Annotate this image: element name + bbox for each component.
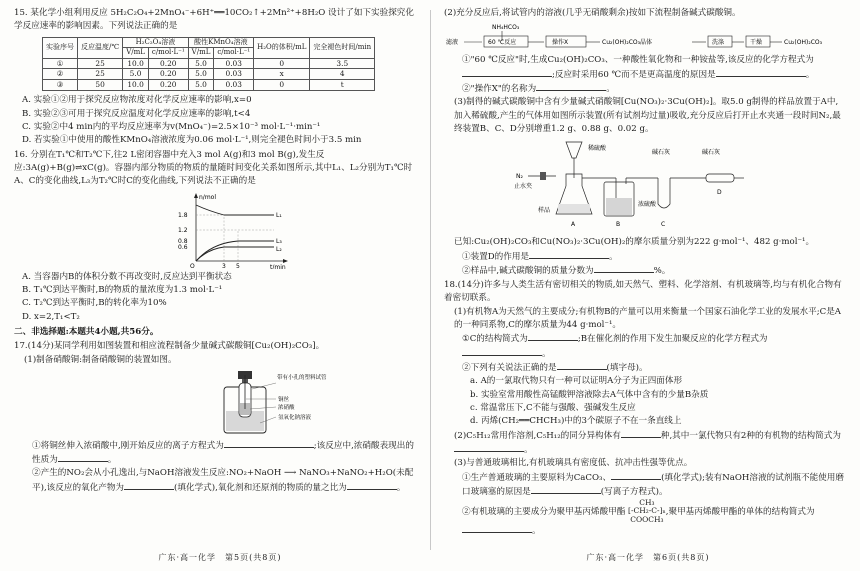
q17-3-b [444, 264, 846, 278]
answer-blank[interactable] [454, 443, 524, 452]
left-column [14, 6, 416, 554]
answer-blank[interactable] [224, 439, 314, 448]
answer-blank[interactable] [124, 481, 174, 490]
q17-1-2: ②产生的NO₂会从小孔逸出,与NaOH溶液发生反应:NO₂+NaOH ⟶ NaNO₃+NaNO₂+H₂O(未配平),该反应的氧化产物为 (填化学式),氧化剂和还原剂的物质的量之比为 。 [32, 468, 414, 493]
q16-stem: 16. 分别在T₁℃和T₂℃下,往2 L密闭容器中充入3 mol A(g)和3 mol B(g),发生反应:3A(g)+B(g)⇌xC(g)。容器内部分物质的物质的量随时间变化关系如图所示,其中L₁、L₂分别为T₁℃时A、C的变化曲线,L₃为T₂℃时C的变化曲线,下列说法不正确的是 [14, 149, 413, 187]
answer-blank[interactable] [347, 481, 397, 490]
q17-2-a-text: ①"60 ℃反应"时,生成Cu₂(OH)₂CO₃、一种酸性氧化物和一种铵盐等,该反应的化学方程式为 [462, 55, 814, 66]
q18-p3b: ②有机玻璃的主要成分为聚甲基丙烯酸甲酯 CH₃ [-CH₂-C-]ₙ COOCH₃ ,聚甲基丙烯酸甲酯的单体的结构简式为。 [462, 498, 815, 536]
q18-p1b-text: ②下列有关说法正确的是 [462, 363, 557, 373]
answer-blank[interactable] [462, 347, 542, 356]
cell: 0.20 [148, 80, 188, 91]
footer-page-6: 广东·高一化学 第6页(共8页) [586, 553, 710, 562]
cell: 25 [78, 69, 123, 80]
label-b: B [616, 221, 621, 229]
q18-p3b-text: ②有机玻璃的主要成分为聚甲基丙烯酸甲酯 [462, 507, 626, 517]
label-n2: N₂ [516, 173, 523, 181]
q18-p3a [444, 471, 846, 500]
cell: ① [43, 58, 78, 69]
flow-step-7: Cu₂(OH)₂CO₃ [784, 39, 823, 47]
q18-p2-text-b: 种,其中一氯代物只有2种的有机物的结构简式为 [660, 430, 841, 441]
cell: x [254, 69, 310, 80]
flow-step-3: 操作X [552, 39, 569, 47]
q15-option-b: B. 实验②③可用于探究反应温度对化学反应速率的影响,t<4 [22, 108, 251, 119]
graph-xlabel: t/min [270, 263, 286, 269]
cell: 3.5 [310, 58, 375, 69]
q16-graph [174, 191, 294, 269]
flow-step-1: 滤液 [446, 39, 459, 47]
q17-2-stem: (2)充分反应后,将试管内的溶液(几乎无硝酸剩余)按如下流程制备碱式碳酸铜。 [444, 8, 741, 18]
answer-blank[interactable] [611, 471, 661, 480]
cell: 10.0 [123, 58, 149, 69]
q18-p3b-text-b: ,聚甲基丙烯酸甲酯的单体的结构简式为 [665, 507, 815, 517]
cell: 0.03 [214, 58, 254, 69]
tick-1-2: 1.2 [178, 226, 188, 234]
curve-l3 [196, 241, 274, 261]
answer-blank[interactable] [536, 82, 606, 91]
q17-3-a-text: ①装置D的作用是 [462, 251, 530, 262]
q18-p3a-text-c: (写离子方程式)。 [600, 486, 668, 497]
answer-blank[interactable] [557, 361, 607, 370]
graph-ylabel: n/mol [199, 193, 217, 201]
table-row [43, 69, 375, 80]
flow-step-6: 干燥 [750, 39, 763, 47]
th-time: 完全褪色时间/min [310, 37, 375, 58]
th-kmno4: 酸性KMnO₄溶液 [188, 37, 253, 47]
tick-1-8: 1.8 [178, 211, 188, 219]
column-divider [430, 10, 431, 550]
th-temp: 反应温度/℃ [78, 37, 123, 58]
label-l2: L₂ [276, 245, 282, 253]
flow-step-5: 洗涤 [712, 39, 725, 47]
label-clamp: 止水夹 [514, 183, 533, 191]
polymer-structure [628, 499, 666, 524]
flow-step-4: Cu₂(OH)₂CO₃晶体 [602, 39, 653, 47]
q16-option-c: C. T₂℃到达平衡时,B的转化率为10% [22, 298, 167, 309]
label-plastic-tube: 带有小孔的塑料试管 [277, 374, 327, 381]
q17-2-b-text: ②"操作X"的名称为 [462, 83, 537, 94]
th-c2: c/mol·L⁻¹ [214, 48, 254, 58]
graph-origin: O [190, 262, 195, 269]
q15-option-c: C. 实验②中4 min内的平均反应速率为v(MnO₄⁻)=2.5×10⁻³ mol·L⁻¹·min⁻¹ [22, 122, 321, 133]
answer-blank[interactable] [58, 453, 108, 462]
q15-stem: 15. 某化学小组利用反应 5H₂C₂O₄+2MnO₄⁻+6H⁺══10CO₂↑+2Mn²⁺+8H₂O 设计了如下实验探究化学反应速率的影响因素。下列说法正确的是 [14, 8, 414, 32]
curve-l2 [196, 247, 274, 261]
q18-p2-text: (2)C₅H₁₂常用作溶剂,C₅H₁₂的同分异构体有 [454, 430, 621, 441]
flowchart-svg [444, 22, 844, 52]
cell: ② [43, 69, 78, 80]
q18-p1a-text: ①C的结构简式为 [462, 334, 528, 345]
label-a: A [571, 221, 576, 229]
q17-1-1-text: ①将铜丝伸入浓硝酸中,刚开始反应的离子方程式为 [32, 440, 224, 451]
label-conc-h2so4: 浓硫酸 [638, 201, 657, 209]
label-naoh: 氢氧化钠溶液 [278, 414, 312, 421]
cell: 5.0 [188, 69, 214, 80]
label-soda-lime-d: 碱石灰 [702, 149, 721, 157]
q17-stem: 17.(14分)某同学利用如图装置和相应流程制备少量碱式碳酸铜[Cu₂(OH)₂CO₃]。 [14, 341, 325, 352]
label-sample: 样品 [538, 207, 551, 215]
q16-option-a: A. 当容器内B的体积分数不再改变时,反应达到平衡状态 [22, 271, 232, 282]
apparatus-svg [214, 369, 354, 437]
section-heading: 二、非选择题:本题共4小题,共56分。 [14, 326, 159, 337]
q17-1-2-text-b: (填化学式),氧化剂和还原剂的物质的量之比为 [174, 482, 347, 493]
cell: 0.20 [148, 69, 188, 80]
answer-blank[interactable] [462, 68, 552, 77]
q18-opt-b: b. 实验室常用酸性高锰酸钾溶液除去A气体中含有的少量B杂质 [470, 389, 709, 400]
q17-flowchart [444, 22, 844, 52]
q18-p2: (2)C₅H₁₂常用作溶剂,C₅H₁₂的同分异构体有 种,其中一氯代物只有2种的有机物的结构简式为。 [454, 430, 841, 455]
q18-p3a-text: ①生产普通玻璃的主要原料为CaCO₃、 [462, 472, 612, 483]
tick-0-8: 0.8 [178, 237, 188, 245]
answer-blank[interactable] [462, 524, 532, 533]
answer-blank[interactable] [716, 68, 806, 77]
q18-p3: (3)与普通玻璃相比,有机玻璃具有密度低、抗冲击性强等优点。 [454, 458, 693, 469]
label-conc-hno3: 浓硝酸 [278, 404, 295, 411]
th-c1: c/mol·L⁻¹ [148, 48, 188, 58]
q17-3-b-text: ②样品中,碱式碳酸铜的质量分数为 [462, 265, 594, 276]
label-d: D [717, 189, 722, 197]
answer-blank[interactable] [528, 332, 578, 341]
q17-3-stem: (3)制得的碱式碳酸铜中含有少量碱式硝酸铜[Cu(NO₃)₂·3Cu(OH)₂]。取5.0 g制得的样品放置于A中,加入稀硫酸,产生的气体用如图所示装置(所有试剂均过量)吸收,充分反应后打开止水夹通一段时间N₂,最终装置B、C、D分别增重1.2 g、0.88 g、0.02 g。 [454, 97, 841, 134]
q18-stem: 18.(14分)许多与人类生活有密切相关的物质,如天然气、塑料、化学溶剂、有机玻璃等,均与有机化合物有着密切联系。 [444, 280, 842, 304]
th-seq: 实验序号 [43, 37, 78, 58]
label-dilute-h2so4: 稀硫酸 [588, 145, 607, 153]
q17-1-2-text: ②产生的NO₂会从小孔逸出,与NaOH溶液发生反应:NO₂+NaOH ⟶ NaNO₃+NaNO₂+H₂O(未配平),该反应的氧化产物为 [32, 468, 414, 493]
label-l3: L₃ [276, 237, 282, 245]
cell: 25 [78, 58, 123, 69]
cell: 0 [254, 80, 310, 91]
q18-p1a-text-b: ;B在催化剂的作用下发生加聚反应的化学方程式为 [577, 334, 768, 345]
polymer-top: CH₃ [639, 498, 655, 508]
label-l1: L₁ [276, 211, 282, 219]
tick-5: 5 [236, 262, 240, 269]
th-h2c2o4: H₂C₂O₄溶液 [123, 37, 188, 47]
label-copper-wire: 铜丝 [278, 396, 290, 403]
cell: 50 [78, 80, 123, 91]
label-soda-lime-c: 碱石灰 [652, 149, 671, 157]
q17-apparatus [214, 369, 354, 437]
cell: t [310, 80, 375, 91]
q17-2-a: ①"60 ℃反应"时,生成Cu₂(OH)₂CO₃、一种酸性氧化物和一种铵盐等,该反应的化学方程式为;反应时采用60 ℃而不是更高温度的原因是 。 [462, 55, 815, 80]
tick-3: 3 [222, 262, 226, 269]
th-water: H₂O的体积/mL [254, 37, 310, 58]
absorption-apparatus-svg [444, 138, 844, 234]
right-column [444, 6, 846, 554]
q18-p1b-text-b: (填字母)。 [606, 363, 648, 373]
cell: 5.0 [123, 69, 149, 80]
cell: 10.0 [123, 80, 149, 91]
q18-p1b [444, 361, 846, 375]
answer-blank[interactable] [531, 485, 601, 494]
table-row [43, 58, 375, 69]
q16-option-d: D. x=2,T₁<T₂ [22, 311, 80, 322]
q17-sub1: (1)制备硝酸铜:制备硝酸铜的装置如图。 [24, 354, 177, 365]
answer-blank[interactable] [529, 250, 609, 259]
q17-3-a: ①装置D的作用是 。 [462, 251, 618, 262]
q16-option-b: B. T₁℃到达平衡时,B的物质的量浓度为1.3 mol·L⁻¹ [22, 284, 223, 295]
q18-opt-a: a. A的一氯取代物只有一种可以证明A分子为正四面体形 [470, 376, 683, 387]
cell: 0.03 [214, 80, 254, 91]
q18-p1: (1)有机物A为天然气的主要成分;有机物B的产量可以用来衡量一个国家石油化学工业的发展水平;C是A的一种同系物,C的摩尔质量为44 g·mol⁻¹。 [454, 306, 842, 331]
answer-blank[interactable] [621, 429, 661, 438]
answer-blank[interactable] [594, 264, 654, 273]
q18-p3a-text-b: (填化学式);装有NaOH溶液的试剂瓶不能使用磨口玻璃塞的原因是 [462, 472, 844, 497]
q15-option-a: A. 实验①②用于探究反应物浓度对化学反应速率的影响,x=0 [22, 95, 252, 106]
q17-2-b: ②"操作X"的名称为 。 [462, 83, 615, 94]
th-v2: V/mL [188, 48, 214, 58]
table-row [43, 80, 375, 91]
q15-option-d: D. 若实验①中使用的酸性KMnO₄溶液浓度为0.06 mol·L⁻¹,则完全褪色时间小于3.5 min [22, 135, 362, 146]
tick-0-6: 0.6 [178, 243, 188, 251]
polymer-mid: [-CH₂-C-]ₙ [628, 506, 666, 516]
q18-p1a: ①C的结构简式为 ;B在催化剂的作用下发生加聚反应的化学方程式为。 [462, 334, 768, 359]
cell: 5.0 [188, 58, 214, 69]
polymer-bot: COOCH₃ [630, 514, 664, 524]
flow-step-2: 60 ℃反应 [488, 39, 517, 47]
q17-3-mass: 已知:Cu₂(OH)₂CO₃和Cu(NO₃)₂·3Cu(OH)₂的摩尔质量分别为222 g·mol⁻¹、482 g·mol⁻¹。 [454, 237, 815, 248]
label-c: C [661, 221, 666, 229]
q17-3-b-unit: %。 [653, 265, 671, 276]
q17-3-apparatus [444, 138, 844, 234]
cell: ③ [43, 80, 78, 91]
cell: 0.20 [148, 58, 188, 69]
th-v1: V/mL [123, 48, 149, 58]
q18-opt-c: c. 常温常压下,C不能与强酸、强碱发生反应 [470, 402, 636, 413]
curve-l1 [196, 205, 274, 215]
q15-table [42, 37, 375, 92]
cell: 0 [254, 58, 310, 69]
q17-2-a-text-b: ;反应时采用60 ℃而不是更高温度的原因是 [552, 69, 716, 80]
q16-graph-svg [174, 191, 294, 269]
flow-reagent: NH₄HCO₃ [492, 24, 520, 32]
q17-1-1: ①将铜丝伸入浓硝酸中,刚开始反应的离子方程式为 ;该反应中,浓硝酸表现出的性质为 。 [32, 440, 414, 466]
cell: 0.03 [214, 69, 254, 80]
footer-page-5: 广东·高一化学 第5页(共8页) [158, 553, 282, 562]
cell: 5.0 [188, 80, 214, 91]
cell: 4 [310, 69, 375, 80]
q18-opt-d: d. 丙烯(CH₂══CHCH₃)中的3个碳原子不在一条直线上 [470, 416, 682, 427]
q17-1-1-text-b: ;该反应中,浓硝酸表现出的性质为 [32, 440, 414, 466]
